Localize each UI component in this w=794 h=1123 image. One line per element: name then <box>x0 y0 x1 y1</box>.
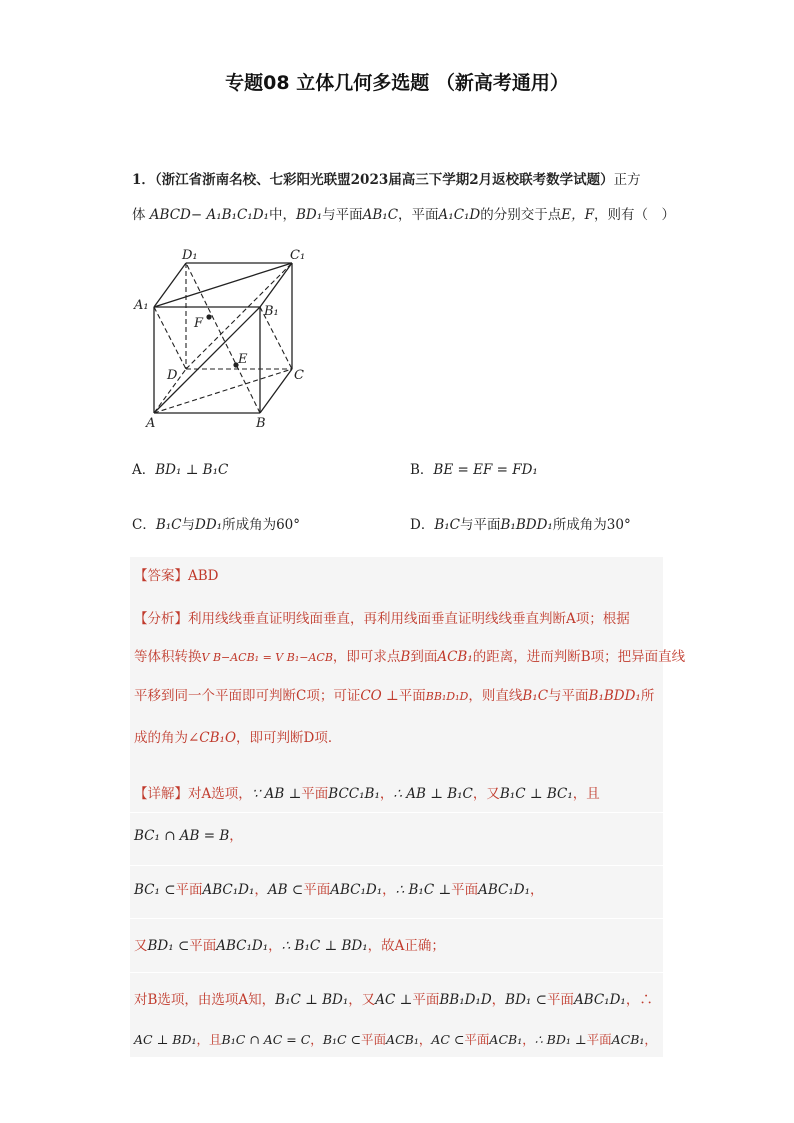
point-f <box>206 314 211 319</box>
detail-math: ABC₁D₁ <box>330 882 383 898</box>
math-bd1: BD₁ <box>295 207 323 223</box>
analysis-text: ，即可求点 <box>332 649 401 665</box>
analysis-math: B <box>400 649 411 665</box>
answer-value: ABD <box>188 568 219 584</box>
divider <box>130 865 663 866</box>
question-source: （浙江省浙南名校、七彩阳光联盟2023届高三下学期2月返校联考数学试题） <box>154 172 614 188</box>
detail-math: AC ⊂ <box>431 1032 465 1047</box>
detail-math: ∴ B₁C ⊥ BD₁ <box>281 938 368 954</box>
option-math: B₁BDD₁ <box>500 517 553 533</box>
question-line-2 <box>132 203 675 223</box>
analysis-math: V B−ACB₁ = V B₁−ACB <box>201 651 333 664</box>
analysis-line-3 <box>134 684 654 704</box>
analysis-text: 所 <box>640 688 655 704</box>
question-text: 体 <box>132 207 146 223</box>
option-text: 所成角为60° <box>222 517 301 533</box>
analysis-text: 到面 <box>410 649 438 665</box>
analysis-line-2 <box>134 645 685 665</box>
detail-text: 平面 <box>451 882 479 898</box>
detail-math: BD₁ ⊂ <box>147 938 190 954</box>
detail-text: ，且 <box>572 786 600 802</box>
detail-math: ∴ BD₁ ⊥ <box>534 1032 587 1047</box>
detail-text: ，∴ <box>625 992 653 1008</box>
question-text: ，则有（ ） <box>594 207 675 223</box>
detail-text: ， <box>530 882 544 898</box>
label-d1: D₁ <box>182 248 198 263</box>
analysis-text: 平面 <box>398 688 426 704</box>
detail-line-2 <box>134 824 243 844</box>
detail-line-1 <box>134 782 600 802</box>
detail-text: ， <box>382 882 396 898</box>
detail-text: ， <box>310 1032 323 1047</box>
detail-math: BC₁ ∩ AB = B <box>134 828 230 844</box>
detail-text: ，故A正确； <box>367 938 445 954</box>
detail-math: AC ⊥ <box>375 992 413 1008</box>
answer-tag: 【答案】 <box>134 568 188 584</box>
detail-text: ， <box>229 828 243 844</box>
page-title: 专题08 立体几何多选题 （新高考通用） <box>225 72 569 94</box>
detail-text: 平面 <box>361 1032 387 1047</box>
detail-text: 平面 <box>412 992 440 1008</box>
detail-text: ， <box>418 1032 432 1047</box>
detail-line-6 <box>134 1030 657 1048</box>
detail-text: ，又 <box>472 786 500 802</box>
option-math: B₁C <box>155 517 182 533</box>
analysis-math: ∠CB₁O <box>188 730 237 746</box>
math-ab1c: AB₁C <box>362 207 399 223</box>
hidden-a1d <box>154 307 186 369</box>
question-text: ，平面 <box>398 207 439 223</box>
detail-math: ∴ B₁C ⊥ <box>395 882 452 898</box>
detail-line-5 <box>134 988 653 1008</box>
detail-text: ，且 <box>196 1032 222 1047</box>
detail-math: AC ⊥ BD₁ <box>134 1032 197 1047</box>
option-label: D． <box>410 517 435 533</box>
analysis-line-1 <box>134 607 630 627</box>
divider <box>130 812 663 813</box>
option-text: 与平面 <box>460 517 501 533</box>
detail-tag: 【详解】 <box>134 786 188 802</box>
question-text: 与平面 <box>322 207 363 223</box>
detail-text: ， <box>644 1032 657 1047</box>
option-label: A． <box>132 462 156 478</box>
question-line-1 <box>132 168 641 188</box>
analysis-text: 成的角为 <box>134 730 188 746</box>
detail-text: 对A选项， <box>188 786 252 802</box>
question-text: 的分别交于点 <box>480 207 562 223</box>
edge-a1d1 <box>154 263 186 307</box>
analysis-text: ，则直线 <box>468 688 523 704</box>
detail-line-4 <box>134 934 445 954</box>
divider <box>130 918 663 919</box>
detail-math: ∵ AB ⊥ <box>251 786 302 802</box>
detail-text: 平面 <box>189 938 217 954</box>
detail-math: ACB₁ <box>386 1032 419 1047</box>
analysis-math: CO ⊥ <box>360 688 399 704</box>
detail-math: BB₁D₁D <box>439 992 492 1008</box>
detail-math: B₁C ⊥ BD₁ <box>275 992 349 1008</box>
detail-text: 平面 <box>301 786 329 802</box>
detail-text: ， <box>268 938 282 954</box>
detail-math: ABC₁D₁ <box>573 992 626 1008</box>
question-text: 中， <box>268 207 296 223</box>
detail-math: ABC₁D₁ <box>202 882 255 898</box>
option-c <box>132 513 300 533</box>
detail-text: ， <box>491 992 506 1008</box>
label-a: A <box>146 416 156 430</box>
option-text: 所成角为30° <box>552 517 631 533</box>
detail-text: 平面 <box>464 1032 490 1047</box>
option-math: BD₁ ⊥ B₁C <box>155 462 229 478</box>
math-cube: ABCD− A₁B₁C₁D₁ <box>149 207 269 223</box>
option-math: BE = EF = FD₁ <box>433 462 538 478</box>
detail-math: ACB₁ <box>611 1032 645 1047</box>
analysis-math: B₁C <box>522 688 549 704</box>
analysis-math: B₁BDD₁ <box>588 688 641 704</box>
label-c: C <box>294 368 304 383</box>
detail-text: 平面 <box>303 882 331 898</box>
analysis-math: ACB₁ <box>437 649 473 665</box>
detail-math: ACB₁ <box>489 1032 523 1047</box>
answer-line <box>134 564 219 584</box>
option-text: 与 <box>181 517 196 533</box>
detail-text: 对B选项，由选项A知， <box>134 992 276 1008</box>
solution-box <box>130 557 663 1057</box>
analysis-text: 平移到同一个平面即可判断C项；可证 <box>134 688 361 704</box>
detail-math: B₁C ⊂ <box>322 1032 362 1047</box>
detail-text: 又 <box>134 938 148 954</box>
cube-figure <box>130 245 310 430</box>
detail-math: AB ⊂ <box>267 882 304 898</box>
question-text: 正方 <box>613 172 641 188</box>
detail-math: ABC₁D₁ <box>478 882 531 898</box>
analysis-tag: 【分析】 <box>134 611 188 627</box>
option-math: DD₁ <box>195 517 223 533</box>
detail-text: ，又 <box>348 992 376 1008</box>
analysis-text: 等体积转换 <box>134 649 202 665</box>
option-b <box>410 458 538 478</box>
detail-math: ABC₁D₁ <box>216 938 269 954</box>
question-number: 1． <box>132 172 155 188</box>
detail-text: ， <box>522 1032 535 1047</box>
label-e: E <box>238 352 248 367</box>
math-points: E，F <box>561 207 594 223</box>
math-a1c1d: A₁C₁D <box>438 207 481 223</box>
edge-bc <box>260 369 292 413</box>
detail-math: ∴ AB ⊥ B₁C <box>393 786 473 802</box>
detail-text: 平面 <box>175 882 203 898</box>
option-d <box>410 513 631 533</box>
label-b: B <box>256 416 266 430</box>
analysis-text: ，即可判断D项． <box>236 730 342 746</box>
detail-text: 平面 <box>546 992 574 1008</box>
detail-math: BD₁ ⊂ <box>505 992 547 1008</box>
analysis-line-4 <box>134 726 341 746</box>
label-f: F <box>194 316 204 331</box>
label-a1: A₁ <box>134 298 149 313</box>
option-a <box>132 458 228 478</box>
option-label: B． <box>410 462 434 478</box>
label-c1: C₁ <box>290 248 306 263</box>
analysis-text: 的距离，进而判断B项；把异面直线 <box>472 649 686 665</box>
detail-line-3 <box>134 878 544 898</box>
edge-c1b1 <box>260 263 292 307</box>
analysis-math: BB₁D₁D <box>425 690 469 703</box>
detail-text: ， <box>379 786 394 802</box>
detail-math: B₁C ⊥ BC₁ <box>499 786 573 802</box>
detail-text: 平面 <box>586 1032 612 1047</box>
label-d: D <box>167 368 178 383</box>
divider <box>130 972 663 973</box>
detail-math: B₁C ∩ AC = C <box>221 1032 311 1047</box>
analysis-text: 利用线线垂直证明线面垂直，再利用线面垂直证明线线垂直判断A项；根据 <box>188 611 630 627</box>
detail-math: BCC₁B₁ <box>328 786 380 802</box>
analysis-text: 与平面 <box>548 688 589 704</box>
detail-text: ， <box>254 882 268 898</box>
label-b1: B₁ <box>264 304 279 319</box>
option-math: B₁C <box>434 517 460 533</box>
detail-math: BC₁ ⊂ <box>134 882 176 898</box>
option-label: C． <box>132 517 156 533</box>
diag-a1c1 <box>154 263 292 307</box>
